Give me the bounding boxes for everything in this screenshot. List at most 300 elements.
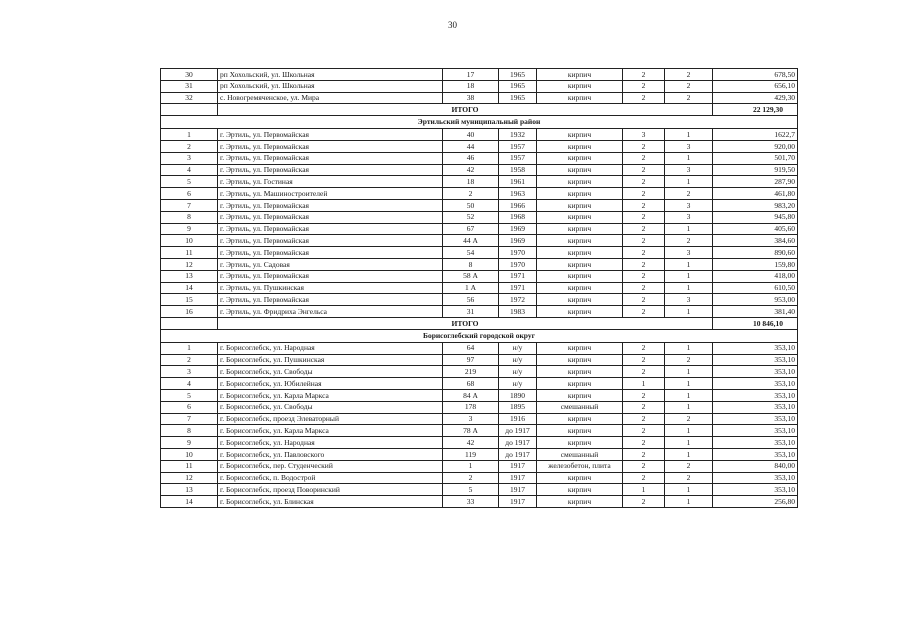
house-number-cell: 2 xyxy=(443,188,499,200)
entrances-cell: 2 xyxy=(665,472,713,484)
entrances-cell: 1 xyxy=(665,176,713,188)
wall-material-cell: кирпич xyxy=(537,235,623,247)
year-cell: 1961 xyxy=(499,176,537,188)
row-number: 4 xyxy=(161,164,218,176)
wall-material-cell: кирпич xyxy=(537,484,623,496)
floors-cell: 2 xyxy=(623,448,665,460)
area-cell: 405,60 xyxy=(713,223,798,235)
area-cell: 919,50 xyxy=(713,164,798,176)
floors-cell: 2 xyxy=(623,188,665,200)
table-row xyxy=(161,92,798,104)
floors-cell: 2 xyxy=(623,306,665,318)
address-cell: г. Эртиль, ул. Пушкинская xyxy=(218,282,443,294)
wall-material-cell: кирпич xyxy=(537,176,623,188)
entrances-cell: 3 xyxy=(665,247,713,259)
address-cell: г. Борисоглебск, ул. Карла Маркса xyxy=(218,389,443,401)
entrances-cell: 2 xyxy=(665,354,713,366)
year-cell: до 1917 xyxy=(499,437,537,449)
address-cell: рп Хохольский, ул. Школьная xyxy=(218,80,443,92)
floors-cell: 2 xyxy=(623,140,665,152)
year-cell: н/у xyxy=(499,354,537,366)
row-number: 7 xyxy=(161,199,218,211)
row-number: 9 xyxy=(161,437,218,449)
section-header-row xyxy=(161,329,798,342)
area-cell: 353,10 xyxy=(713,401,798,413)
total-empty-cell xyxy=(161,104,218,116)
house-number-cell: 44 xyxy=(443,140,499,152)
entrances-cell: 2 xyxy=(665,460,713,472)
table-row xyxy=(161,496,798,508)
area-cell: 256,80 xyxy=(713,496,798,508)
row-number: 6 xyxy=(161,188,218,200)
floors-cell: 2 xyxy=(623,92,665,104)
section-title: Борисоглебский городской округ xyxy=(161,329,798,342)
year-cell: 1983 xyxy=(499,306,537,318)
entrances-cell: 1 xyxy=(665,496,713,508)
house-number-cell: 54 xyxy=(443,247,499,259)
address-cell: г. Эртиль, ул. Садовая xyxy=(218,258,443,270)
row-number: 12 xyxy=(161,258,218,270)
entrances-cell: 3 xyxy=(665,164,713,176)
wall-material-cell: железобетон, плита xyxy=(537,460,623,472)
page-number: 30 xyxy=(448,20,457,30)
table-row xyxy=(161,472,798,484)
table-row xyxy=(161,413,798,425)
floors-cell: 2 xyxy=(623,235,665,247)
house-number-cell: 38 xyxy=(443,92,499,104)
table-row xyxy=(161,129,798,141)
table-row xyxy=(161,460,798,472)
year-cell: 1969 xyxy=(499,223,537,235)
wall-material-cell: кирпич xyxy=(537,69,623,81)
address-cell: г. Эртиль, ул. Первомайская xyxy=(218,211,443,223)
entrances-cell: 1 xyxy=(665,378,713,390)
table-row xyxy=(161,282,798,294)
year-cell: до 1917 xyxy=(499,425,537,437)
address-cell: г. Борисоглебск, ул. Пушкинская xyxy=(218,354,443,366)
table-row xyxy=(161,199,798,211)
total-label: ИТОГО xyxy=(218,104,713,116)
entrances-cell: 2 xyxy=(665,80,713,92)
year-cell: 1969 xyxy=(499,235,537,247)
table-row xyxy=(161,342,798,354)
year-cell: 1965 xyxy=(499,69,537,81)
area-cell: 983,20 xyxy=(713,199,798,211)
floors-cell: 2 xyxy=(623,211,665,223)
area-cell: 353,10 xyxy=(713,413,798,425)
area-cell: 381,40 xyxy=(713,306,798,318)
floors-cell: 2 xyxy=(623,401,665,413)
house-number-cell: 18 xyxy=(443,176,499,188)
wall-material-cell: кирпич xyxy=(537,342,623,354)
floors-cell: 2 xyxy=(623,460,665,472)
wall-material-cell: кирпич xyxy=(537,282,623,294)
area-cell: 501,70 xyxy=(713,152,798,164)
area-cell: 920,00 xyxy=(713,140,798,152)
wall-material-cell: кирпич xyxy=(537,211,623,223)
area-cell: 159,80 xyxy=(713,258,798,270)
floors-cell: 2 xyxy=(623,282,665,294)
table-row xyxy=(161,152,798,164)
wall-material-cell: смешанный xyxy=(537,401,623,413)
year-cell: 1966 xyxy=(499,199,537,211)
year-cell: 1932 xyxy=(499,129,537,141)
year-cell: 1971 xyxy=(499,282,537,294)
wall-material-cell: кирпич xyxy=(537,258,623,270)
table-row xyxy=(161,484,798,496)
area-cell: 353,10 xyxy=(713,484,798,496)
area-cell: 610,50 xyxy=(713,282,798,294)
floors-cell: 2 xyxy=(623,354,665,366)
address-cell: рп Хохольский, ул. Школьная xyxy=(218,69,443,81)
row-number: 11 xyxy=(161,247,218,259)
table-row xyxy=(161,235,798,247)
area-cell: 890,60 xyxy=(713,247,798,259)
table-row xyxy=(161,354,798,366)
area-cell: 945,80 xyxy=(713,211,798,223)
table-row xyxy=(161,401,798,413)
address-cell: г. Борисоглебск, ул. Народная xyxy=(218,342,443,354)
wall-material-cell: кирпич xyxy=(537,188,623,200)
year-cell: 1916 xyxy=(499,413,537,425)
table-row xyxy=(161,247,798,259)
table-row xyxy=(161,258,798,270)
row-number: 30 xyxy=(161,69,218,81)
house-number-cell: 3 xyxy=(443,413,499,425)
address-cell: г. Эртиль, ул. Фридриха Энгельса xyxy=(218,306,443,318)
row-number: 13 xyxy=(161,484,218,496)
total-value: 22 129,30 xyxy=(713,104,798,116)
house-number-cell: 17 xyxy=(443,69,499,81)
house-number-cell: 5 xyxy=(443,484,499,496)
wall-material-cell: кирпич xyxy=(537,247,623,259)
wall-material-cell: кирпич xyxy=(537,199,623,211)
area-cell: 353,10 xyxy=(713,437,798,449)
wall-material-cell: кирпич xyxy=(537,140,623,152)
total-row xyxy=(161,317,798,329)
row-number: 16 xyxy=(161,306,218,318)
area-cell: 353,10 xyxy=(713,354,798,366)
entrances-cell: 1 xyxy=(665,484,713,496)
wall-material-cell: кирпич xyxy=(537,129,623,141)
entrances-cell: 1 xyxy=(665,342,713,354)
house-number-cell: 1 xyxy=(443,460,499,472)
house-number-cell: 40 xyxy=(443,129,499,141)
entrances-cell: 1 xyxy=(665,425,713,437)
floors-cell: 2 xyxy=(623,496,665,508)
floors-cell: 2 xyxy=(623,69,665,81)
table-row xyxy=(161,211,798,223)
entrances-cell: 2 xyxy=(665,413,713,425)
house-number-cell: 42 xyxy=(443,437,499,449)
area-cell: 353,10 xyxy=(713,378,798,390)
floors-cell: 2 xyxy=(623,247,665,259)
entrances-cell: 2 xyxy=(665,235,713,247)
entrances-cell: 1 xyxy=(665,258,713,270)
address-cell: г. Борисоглебск, ул. Свободы xyxy=(218,366,443,378)
area-cell: 953,00 xyxy=(713,294,798,306)
house-number-cell: 67 xyxy=(443,223,499,235)
address-cell: г. Эртиль, ул. Первомайская xyxy=(218,270,443,282)
entrances-cell: 1 xyxy=(665,129,713,141)
wall-material-cell: кирпич xyxy=(537,92,623,104)
row-number: 3 xyxy=(161,366,218,378)
house-number-cell: 46 xyxy=(443,152,499,164)
floors-cell: 2 xyxy=(623,270,665,282)
year-cell: н/у xyxy=(499,378,537,390)
address-cell: г. Борисоглебск, ул. Юбилейная xyxy=(218,378,443,390)
entrances-cell: 3 xyxy=(665,199,713,211)
row-number: 12 xyxy=(161,472,218,484)
address-cell: г. Эртиль, ул. Первомайская xyxy=(218,223,443,235)
section-header-row xyxy=(161,116,798,129)
wall-material-cell: кирпич xyxy=(537,306,623,318)
row-number: 31 xyxy=(161,80,218,92)
entrances-cell: 1 xyxy=(665,366,713,378)
wall-material-cell: кирпич xyxy=(537,164,623,176)
entrances-cell: 3 xyxy=(665,294,713,306)
house-number-cell: 178 xyxy=(443,401,499,413)
wall-material-cell: кирпич xyxy=(537,152,623,164)
table-row xyxy=(161,80,798,92)
area-cell: 287,90 xyxy=(713,176,798,188)
row-number: 32 xyxy=(161,92,218,104)
wall-material-cell: кирпич xyxy=(537,270,623,282)
house-number-cell: 68 xyxy=(443,378,499,390)
row-number: 5 xyxy=(161,176,218,188)
registry-body xyxy=(161,69,798,508)
table-row xyxy=(161,448,798,460)
row-number: 13 xyxy=(161,270,218,282)
entrances-cell: 3 xyxy=(665,140,713,152)
area-cell: 353,10 xyxy=(713,389,798,401)
house-number-cell: 33 xyxy=(443,496,499,508)
table-row xyxy=(161,389,798,401)
house-number-cell: 219 xyxy=(443,366,499,378)
housing-registry-table xyxy=(160,68,798,508)
total-row xyxy=(161,104,798,116)
year-cell: 1917 xyxy=(499,484,537,496)
table-row xyxy=(161,437,798,449)
area-cell: 429,30 xyxy=(713,92,798,104)
entrances-cell: 1 xyxy=(665,437,713,449)
address-cell: г. Борисоглебск, ул. Павловского xyxy=(218,448,443,460)
area-cell: 353,10 xyxy=(713,366,798,378)
table-row xyxy=(161,223,798,235)
entrances-cell: 1 xyxy=(665,282,713,294)
row-number: 1 xyxy=(161,342,218,354)
row-number: 10 xyxy=(161,448,218,460)
area-cell: 678,50 xyxy=(713,69,798,81)
house-number-cell: 64 xyxy=(443,342,499,354)
row-number: 9 xyxy=(161,223,218,235)
area-cell: 461,80 xyxy=(713,188,798,200)
row-number: 6 xyxy=(161,401,218,413)
entrances-cell: 1 xyxy=(665,448,713,460)
address-cell: г. Борисоглебск, ул. Народная xyxy=(218,437,443,449)
table-row xyxy=(161,294,798,306)
year-cell: н/у xyxy=(499,366,537,378)
row-number: 14 xyxy=(161,496,218,508)
year-cell: 1963 xyxy=(499,188,537,200)
address-cell: г. Эртиль, ул. Первомайская xyxy=(218,247,443,259)
row-number: 1 xyxy=(161,129,218,141)
row-number: 14 xyxy=(161,282,218,294)
year-cell: 1917 xyxy=(499,472,537,484)
house-number-cell: 42 xyxy=(443,164,499,176)
wall-material-cell: кирпич xyxy=(537,366,623,378)
address-cell: г. Борисоглебск, пер. Студенческий xyxy=(218,460,443,472)
total-value: 10 846,10 xyxy=(713,317,798,329)
floors-cell: 2 xyxy=(623,389,665,401)
house-number-cell: 18 xyxy=(443,80,499,92)
row-number: 2 xyxy=(161,354,218,366)
entrances-cell: 1 xyxy=(665,152,713,164)
entrances-cell: 2 xyxy=(665,92,713,104)
floors-cell: 2 xyxy=(623,223,665,235)
wall-material-cell: кирпич xyxy=(537,378,623,390)
table-row xyxy=(161,425,798,437)
floors-cell: 2 xyxy=(623,437,665,449)
address-cell: г. Эртиль, ул. Первомайская xyxy=(218,152,443,164)
total-empty-cell xyxy=(161,317,218,329)
section-title: Эртильский муниципальный район xyxy=(161,116,798,129)
floors-cell: 2 xyxy=(623,199,665,211)
wall-material-cell: кирпич xyxy=(537,496,623,508)
house-number-cell: 119 xyxy=(443,448,499,460)
address-cell: с. Новогремяченское, ул. Мира xyxy=(218,92,443,104)
wall-material-cell: кирпич xyxy=(537,389,623,401)
floors-cell: 2 xyxy=(623,342,665,354)
floors-cell: 2 xyxy=(623,413,665,425)
row-number: 4 xyxy=(161,378,218,390)
entrances-cell: 1 xyxy=(665,270,713,282)
floors-cell: 2 xyxy=(623,80,665,92)
area-cell: 656,10 xyxy=(713,80,798,92)
house-number-cell: 2 xyxy=(443,472,499,484)
floors-cell: 2 xyxy=(623,176,665,188)
wall-material-cell: кирпич xyxy=(537,294,623,306)
table-row xyxy=(161,140,798,152)
wall-material-cell: кирпич xyxy=(537,437,623,449)
address-cell: г. Борисоглебск, ул. Карла Маркса xyxy=(218,425,443,437)
year-cell: 1958 xyxy=(499,164,537,176)
address-cell: г. Борисоглебск, п. Водострой xyxy=(218,472,443,484)
wall-material-cell: кирпич xyxy=(537,472,623,484)
wall-material-cell: кирпич xyxy=(537,413,623,425)
year-cell: 1972 xyxy=(499,294,537,306)
area-cell: 353,10 xyxy=(713,448,798,460)
house-number-cell: 8 xyxy=(443,258,499,270)
floors-cell: 2 xyxy=(623,366,665,378)
entrances-cell: 1 xyxy=(665,389,713,401)
house-number-cell: 97 xyxy=(443,354,499,366)
address-cell: г. Борисоглебск, проезд Элеваторный xyxy=(218,413,443,425)
row-number: 2 xyxy=(161,140,218,152)
floors-cell: 2 xyxy=(623,152,665,164)
floors-cell: 2 xyxy=(623,258,665,270)
address-cell: г. Эртиль, ул. Гостиная xyxy=(218,176,443,188)
floors-cell: 3 xyxy=(623,129,665,141)
floors-cell: 2 xyxy=(623,425,665,437)
house-number-cell: 31 xyxy=(443,306,499,318)
address-cell: г. Эртиль, ул. Первомайская xyxy=(218,235,443,247)
entrances-cell: 2 xyxy=(665,69,713,81)
house-number-cell: 1 А xyxy=(443,282,499,294)
address-cell: г. Эртиль, ул. Первомайская xyxy=(218,164,443,176)
house-number-cell: 84 А xyxy=(443,389,499,401)
floors-cell: 2 xyxy=(623,472,665,484)
wall-material-cell: кирпич xyxy=(537,354,623,366)
row-number: 15 xyxy=(161,294,218,306)
year-cell: до 1917 xyxy=(499,448,537,460)
table-row xyxy=(161,366,798,378)
entrances-cell: 3 xyxy=(665,211,713,223)
year-cell: 1917 xyxy=(499,460,537,472)
address-cell: г. Борисоглебск, ул. Свободы xyxy=(218,401,443,413)
area-cell: 353,10 xyxy=(713,342,798,354)
year-cell: 1971 xyxy=(499,270,537,282)
address-cell: г. Эртиль, ул. Первомайская xyxy=(218,199,443,211)
address-cell: г. Эртиль, ул. Машиностроителей xyxy=(218,188,443,200)
year-cell: 1957 xyxy=(499,140,537,152)
row-number: 8 xyxy=(161,211,218,223)
year-cell: н/у xyxy=(499,342,537,354)
area-cell: 840,00 xyxy=(713,460,798,472)
row-number: 3 xyxy=(161,152,218,164)
entrances-cell: 1 xyxy=(665,401,713,413)
wall-material-cell: кирпич xyxy=(537,80,623,92)
year-cell: 1968 xyxy=(499,211,537,223)
entrances-cell: 1 xyxy=(665,223,713,235)
table-row xyxy=(161,270,798,282)
table-row xyxy=(161,188,798,200)
table-row xyxy=(161,164,798,176)
total-label: ИТОГО xyxy=(218,317,713,329)
entrances-cell: 2 xyxy=(665,188,713,200)
year-cell: 1965 xyxy=(499,92,537,104)
year-cell: 1895 xyxy=(499,401,537,413)
floors-cell: 2 xyxy=(623,294,665,306)
floors-cell: 1 xyxy=(623,378,665,390)
year-cell: 1890 xyxy=(499,389,537,401)
floors-cell: 1 xyxy=(623,484,665,496)
table-row xyxy=(161,176,798,188)
area-cell: 353,10 xyxy=(713,472,798,484)
house-number-cell: 56 xyxy=(443,294,499,306)
wall-material-cell: смешанный xyxy=(537,448,623,460)
year-cell: 1970 xyxy=(499,247,537,259)
table-row xyxy=(161,378,798,390)
row-number: 10 xyxy=(161,235,218,247)
address-cell: г. Эртиль, ул. Первомайская xyxy=(218,129,443,141)
address-cell: г. Борисоглебск, ул. Блинская xyxy=(218,496,443,508)
area-cell: 418,00 xyxy=(713,270,798,282)
row-number: 7 xyxy=(161,413,218,425)
year-cell: 1917 xyxy=(499,496,537,508)
area-cell: 1622,7 xyxy=(713,129,798,141)
house-number-cell: 52 xyxy=(443,211,499,223)
table-row xyxy=(161,306,798,318)
entrances-cell: 1 xyxy=(665,306,713,318)
floors-cell: 2 xyxy=(623,164,665,176)
wall-material-cell: кирпич xyxy=(537,223,623,235)
house-number-cell: 58 А xyxy=(443,270,499,282)
row-number: 8 xyxy=(161,425,218,437)
wall-material-cell: кирпич xyxy=(537,425,623,437)
house-number-cell: 50 xyxy=(443,199,499,211)
year-cell: 1965 xyxy=(499,80,537,92)
